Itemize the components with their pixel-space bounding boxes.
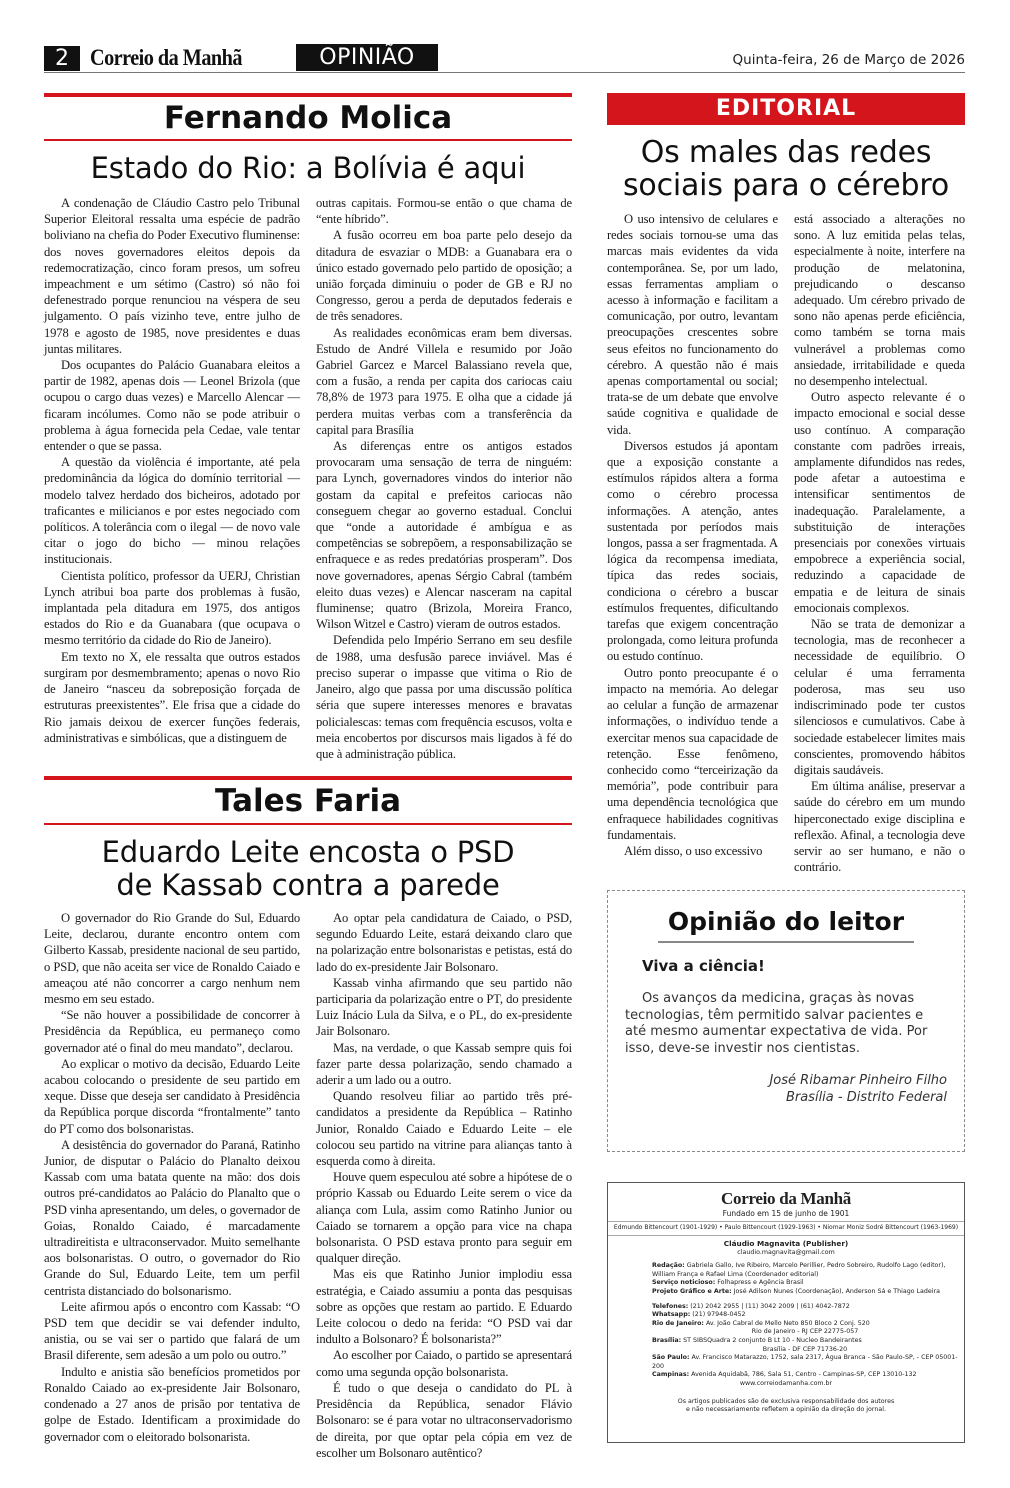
author-underline	[44, 139, 572, 141]
row-value: Avenida Aquidabã, 786, Sala 51, Centro - Campinas-SP, CEP 13010-132	[691, 1371, 917, 1379]
paragraph: Não se trata de demonizar a tecnologia, mas de reconhecer a necessidade de equilíbrio. O celular é uma ferramenta poderosa, mas seu uso indiscriminado pode ter custos silenciosos e cumulativos. Cabe à sociedade estabelecer limites mais conscientes, promovendo hábitos digitais saudáveis.	[794, 617, 965, 777]
masthead-row	[652, 1279, 958, 1288]
issue-date: Quinta-feira, 26 de Março de 2026	[732, 52, 965, 68]
masthead-row	[652, 1311, 958, 1320]
masthead-row	[652, 1320, 958, 1329]
paragraph: Indulto e anistia são benefícios prometidos por Ronaldo Caiado ao ex-presidente Jair Bolsonaro, condenado a 27 anos de prisão por tentativa de golpe de Estado. Identificam a proximidade do governador com o eleitorado bolsonarista.	[44, 1364, 300, 1444]
row-value: Av. Francisco Matarazzo, 1752, sala 2317, Água Branca - São Paulo-SP, - CEP 05001-200	[652, 1354, 958, 1370]
row-label: Telefones:	[652, 1302, 689, 1310]
masthead-row-cont: Brasília - DF CEP 71736-20	[762, 1345, 848, 1353]
paragraph: Ao explicar o motivo da decisão, Eduardo Leite acabou colocando o presidente de seu partido em xeque. Disse que deseja ser candidato à Presidência da República porque discorda “frontalmente” tanto do PT como dos bolsonaristas.	[44, 1056, 300, 1136]
paragraph: Outro aspecto relevante é o impacto emocional e social desse uso contínuo. A comparação constante com padrões irreais, amplamente difundidos nas redes, pode afetar a autoestima e intensificar sentimentos de inadequação. Paralelamente, a substituição de interações presenciais por conexões virtuais empobrece a experiência social, reduzindo a capacidade de empatia e de leitura de sinais emocionais complexos.	[794, 390, 965, 615]
paragraph: Outro ponto preocupante é o impacto na memória. Ao delegar ao celular a função de armazenar informações, o indivíduo tende a exercitar menos sua capacidade de retenção. Esse fenômeno, conhecido como “terceirização da memória”, pode contribuir para uma dependência tecnológica que enfraquece habilidades cognitivas fundamentais.	[607, 665, 778, 842]
founders-line: Edmundo Bittencourt (1901-1929) • Paulo Bittencourt (1929-1963) • Niomar Moniz Sodré Bittencourt (1963-1969)	[613, 1224, 959, 1231]
masthead-row	[652, 1337, 958, 1346]
disclaimer-line: Os artigos publicados são de exclusiva responsabilidade dos autores	[677, 1397, 895, 1405]
letter-title: Viva a ciência!	[642, 957, 765, 975]
article-headline: Estado do Rio: a Bolívia é aqui	[90, 151, 526, 185]
row-label: Whatsapp:	[652, 1311, 691, 1319]
paragraph: A fusão ocorreu em boa parte pelo desejo da ditadura de esvaziar o MDB: a Guanabara era o único estado governado pelo partido de oposição; a união forçada diminuiu o poder de GB e RJ no Congresso, gerou a perda de deputados federais e de três senadores.	[316, 228, 572, 324]
article-column-1	[44, 195, 300, 746]
masthead-row	[652, 1371, 958, 1380]
masthead-row	[652, 1288, 958, 1297]
article-column-2	[316, 910, 572, 1461]
editorial-column-2	[794, 211, 965, 875]
row-label: Rio de Janeiro:	[652, 1319, 704, 1327]
paragraph: O uso intensivo de celulares e redes sociais tornou-se uma das marcas mais evidentes da vida contemporânea. Se, por um lado, essas ferramentas ampliam o acesso à informação e facilitam a comunicação, por outro, levantam preocupações crescentes sobre seus efeitos no funcionamento do cérebro. A questão não é mais apenas comportamental ou social; trata-se de um debate que envolve saúde cognitiva e qualidade de vida.	[607, 212, 778, 437]
headline-line: Eduardo Leite encosta o PSD	[101, 835, 515, 869]
paragraph: A desistência do governador do Paraná, Ratinho Junior, de disputar o Palácio do Planalto deixou Kassab com uma batata quente na mão: dos dois outros pré-candidatos ao Palácio do Planalto que o PSD vinha apresentando, um deles, o governador de Goias, Ronaldo Caiado, é marcadamente ultradireitista e ultraconservador. Muito semelhante aos bolsonaristas. O outro, o governador do Rio Grande do Sul, Eduardo Leite, tem um perfil centrista distanciado do bolsonarismo.	[44, 1137, 301, 1298]
paragraph: A questão da violência é importante, até pela predominância da lógica do domínio territorial — modelo talvez herdado dos bicheiros, adotado por traficantes e milicianos e por estes negociado com políticos. A tolerância com o ilegal — de novo vale citar o jogo do bicho — minou relações institucionais.	[44, 455, 300, 567]
website-link[interactable]: www.correiodamanha.com.br	[739, 1379, 833, 1387]
paragraph: Em texto no X, ele ressalta que outros estados surgiram por desmembramento; apenas o novo Rio de Janeiro “nasceu da sobreposição forçada de estruturas preexistentes”. Ele frisa que a cidade do Rio jamais deixou de exercer funções federais, administrativas e simbólicas, que a distinguem de	[44, 649, 300, 745]
paragraph: outras capitais. Formou-se então o que chama de “ente híbrido”.	[316, 196, 572, 227]
masthead-box	[607, 1182, 965, 1443]
letter-body: Os avanços da medicina, graças às novas tecnologias, têm permitido salvar pacientes e até mesmo aumentar expectativa de vida. Por isso, deve-se investir nos cientistas.	[625, 991, 928, 1056]
paragraph: Houve quem especulou até sobre a hipótese de o próprio Kassab ou Eduardo Leite serem o vice da aliança com Lula, assim como Ratinho Junior ou Caiado se tornarem a opção para vice na chapa bolsonarista. O PSD estava pronto para seguir em qualquer direção.	[316, 1170, 572, 1266]
row-label: Projeto Gráfico e Arte:	[652, 1287, 732, 1295]
editorial-headline	[607, 136, 965, 202]
paragraph: Mas eis que Ratinho Junior implodiu essa estratégia, e Caiado assumiu a ponta das pesquisas sobre as opções que restam ao partido. E Eduardo Leite colocou o dedo na ferida: “O PSD vai dar indulto a Bolsonaro? É bolsonarista?”	[316, 1267, 572, 1347]
masthead-logo: Correio da Manhã	[721, 1189, 851, 1208]
row-value: ST SIBSQuadra 2 conjunto B Lt 10 - Nucleo Bandeirantes	[683, 1336, 862, 1344]
column-author: Tales Faria	[214, 783, 402, 819]
title-underline	[658, 941, 914, 943]
row-label: Redação:	[652, 1262, 685, 1270]
contacts-list	[608, 1303, 964, 1380]
paragraph: É tudo o que deseja o candidato do PL à Presidência da República, senador Flávio Bolsonaro: se é para votar no ultraconservadorismo de direita, por que optar pela cópia em vez de escolher um Bolsonaro autêntico?	[316, 1380, 572, 1460]
article-column-1	[44, 910, 300, 1445]
headline-line: sociais para o cérebro	[622, 168, 950, 203]
paragraph: Quando resolveu filiar ao partido três pré-candidatos a presidente da República – Ratinho Junior, Ronaldo Caiado e Eduardo Leite – ele colocou seu partido na vitrine para alianças tanto à esquerda como à direita.	[316, 1089, 572, 1169]
divider	[608, 1221, 964, 1222]
masthead-row-cont: Rio de Janeiro - RJ CEP 22775-057	[751, 1328, 859, 1336]
paragraph: As diferenças entre os antigos estados provocaram uma sensação de terra de ninguém: para Lynch, governadores vindos do interior não gostam da capital e prefeitos cariocas não conseguem chegar ao governo estadual. Conclui que “onde a autoridade é ambígua e as competências se sobrepõem, a responsabilização se enfraquece e as redes predatórias prosperam”. Dos nove governadores, apenas Sérgio Cabral (também eleito duas vezes) e Alencar nasceram na capital fluminense; quatro (Brizola, Moreira Franco, Wilson Witzel e Castro) vieram de outros estados.	[316, 439, 572, 632]
paragraph: Diversos estudos já apontam que a exposição constante a estímulos rápidos altera a forma como o cérebro processa informações. A atenção, antes sustentada por períodos mais longos, passa a ser fragmentada. A lógica da recompensa imediata, típica das redes sociais, condiciona o cérebro a buscar estímulos frequentes, dificultando tarefas que exigem concentração prolongada, como leitura profunda ou estudo contínuo.	[607, 438, 778, 664]
headline-line: Os males das redes	[640, 135, 932, 170]
article-column-2	[316, 195, 572, 762]
row-label: Brasília:	[652, 1336, 682, 1344]
page-number: 2	[44, 46, 80, 71]
paragraph: “Se não houver a possibilidade de concorrer à Presidência da República, eu permaneço como governador até o final do meu mandato”, declarou.	[44, 1008, 300, 1055]
paragraph: Mas, na verdade, o que Kassab sempre quis foi fazer parte dessa polarização, sendo chamado a aderir a um lado ou a outro.	[316, 1040, 572, 1088]
paragraph: Além disso, o uso excessivo	[624, 843, 763, 858]
staff-list	[608, 1262, 964, 1296]
column-author: Fernando Molica	[163, 100, 453, 136]
paragraph: Cientista político, professor da UERJ, Christian Lynch atribui boa parte dos problemas à fusão, implantada pela ditadura em 1975, dos antigos estados do Rio e da Guanabara (que ocupava o mesmo território da cidade do Rio de Janeiro).	[44, 568, 300, 648]
headline-line: de Kassab contra a parede	[116, 868, 500, 902]
row-label: Campinas:	[652, 1371, 690, 1379]
row-value: (21) 2042 2955 | (11) 3042 2009 | (61) 4042-7872	[690, 1302, 850, 1310]
paragraph: Defendida pelo Império Serrano em seu desfile de 1988, uma desfusão parece inviável. Mas é preciso superar o impasse que vitima o Rio de Janeiro, algo que passa por uma discussão política séria que supere interesses menores e bravatas policialescas: temas com frequência escusos, volta e meia encobertos por discursos mais ligados à fé do que à administração pública.	[316, 633, 572, 761]
row-value: (21) 97948-0452	[692, 1311, 746, 1319]
row-value: Gabriela Gallo, Ive Ribeiro, Marcelo Perillier, Pedro Sobreiro, Rudolfo Lago (editor), William França e Rafael Lima (Coordenador editorial)	[652, 1262, 946, 1278]
row-label: São Paulo:	[652, 1354, 690, 1362]
paragraph: Ao escolher por Caiado, o partido se apresentará como uma segunda opção bolsonarista.	[316, 1348, 572, 1379]
paragraph: O governador do Rio Grande do Sul, Eduardo Leite, declarou, durante encontro ontem com Gilberto Kassab, presidente nacional de seu partido, o PSD, que não aceita ser vice de Ronaldo Caiado e ameaçou até não concorrer a cargo nenhum nem mesmo em seu estado.	[44, 911, 300, 1007]
row-value: Av. João Cabral de Mello Neto 850 Bloco 2 Conj. 520	[705, 1319, 870, 1327]
publisher-email: claudio.magnavita@gmail.com	[737, 1248, 835, 1256]
founded-date: Fundado em 15 de junho de 1901	[722, 1209, 850, 1218]
column-top-bar	[44, 93, 572, 97]
disclaimer-line: e não necessariamente refletem a opinião da direção do jornal.	[686, 1406, 886, 1414]
divider	[608, 1235, 964, 1236]
editorial-column-1	[607, 211, 778, 859]
paragraph: Dos ocupantes do Palácio Guanabara eleitos a partir de 1982, apenas dois — Leonel Brizola (que ocupou o cargo duas vezes) e Marcello Alencar — ficaram incólumes. Como não se pode atribuir o problema à água fornecida pela Cedae, vale tentar entender o que se passa.	[44, 358, 300, 454]
paragraph: As realidades econômicas eram bem diversas. Estudo de André Villela e resumido por João Gabriel Garcez e Marcel Balassiano revela que, com a fusão, a renda per capita dos cariocas caiu 78,8% de 1973 para 1975. E olha que a cidade já perdera muitas verbas com a transferência da capital para Brasília	[316, 325, 572, 437]
masthead-row	[652, 1262, 958, 1279]
masthead-row	[652, 1354, 958, 1371]
paragraph: Ao optar pela candidatura de Caiado, o PSD, segundo Eduardo Leite, estará deixando claro que na polarização entre bolsonaristas e petistas, está do lado do ex-presidente Jair Bolsonaro.	[316, 911, 572, 974]
paragraph: A condenação de Cláudio Castro pelo Tribunal Superior Eleitoral ressalta uma espécie de padrão boliviano na chefia do Poder Executivo fluminense: dos noves governadores eleitos depois da redemocratização, cinco foram presos, um sofreu impeachment e um sétimo (Castro) só não foi defenestrado porque renunciou na véspera de seu julgamento. O país vizinho teve, entre julho de 1978 e agosto de 1985, nove presidentes e duas juntas militares.	[44, 196, 300, 356]
letter-signature	[769, 1073, 947, 1106]
editorial-label: EDITORIAL	[607, 93, 965, 125]
row-label: Serviço noticioso:	[652, 1279, 716, 1287]
header-divider	[44, 72, 965, 73]
row-value: José Adilson Nunes (Coordenação), Anderson Sá e Thiago Ladeira	[733, 1287, 940, 1295]
paragraph: Kassab vinha afirmando que seu partido não participaria da polarização entre o PT, do presidente Luiz Inácio Lula da Silva, e o PL, do ex-presidente Jair Bolsonaro.	[316, 975, 572, 1039]
article-headline	[44, 836, 572, 902]
author-underline	[44, 823, 572, 825]
signature-name: José Ribamar Pinheiro Filho	[769, 1073, 947, 1088]
section-label: OPINIÃO	[296, 44, 438, 71]
publisher: Cláudio Magnavita (Publisher)	[723, 1238, 849, 1248]
column-top-bar	[44, 776, 572, 780]
newspaper-logo: Correio da Manhã	[90, 45, 242, 70]
paragraph: está associado a alterações no sono. A luz emitida pelas telas, especialmente à noite, interfere na produção de melatonina, prejudicando o descanso adequado. Um cérebro privado de sono não apenas perde eficiência, como também se torna mais vulnerável a problemas como ansiedade, irritabilidade e queda no desempenho intelectual.	[794, 212, 965, 389]
reader-opinion-box	[607, 890, 965, 1152]
paragraph: Em última análise, preservar a saúde do cérebro em um mundo hiperconectado exige disciplina e reflexão. Afinal, a tecnologia deve servir ao ser humano, e não o contrário.	[794, 779, 965, 875]
row-value: Folhapress e Agência Brasil	[717, 1279, 804, 1287]
masthead-row	[652, 1303, 958, 1312]
signature-place: Brasília - Distrito Federal	[785, 1089, 947, 1105]
paragraph: Leite afirmou após o encontro com Kassab: “O PSD tem que decidir se vai defender indulto, anistia, ou se vai ser o partido que falará de um Brasil diferente, sem adesão a um polo ou outro.”	[44, 1299, 300, 1363]
reader-section-title: Opinião do leitor	[667, 907, 905, 936]
